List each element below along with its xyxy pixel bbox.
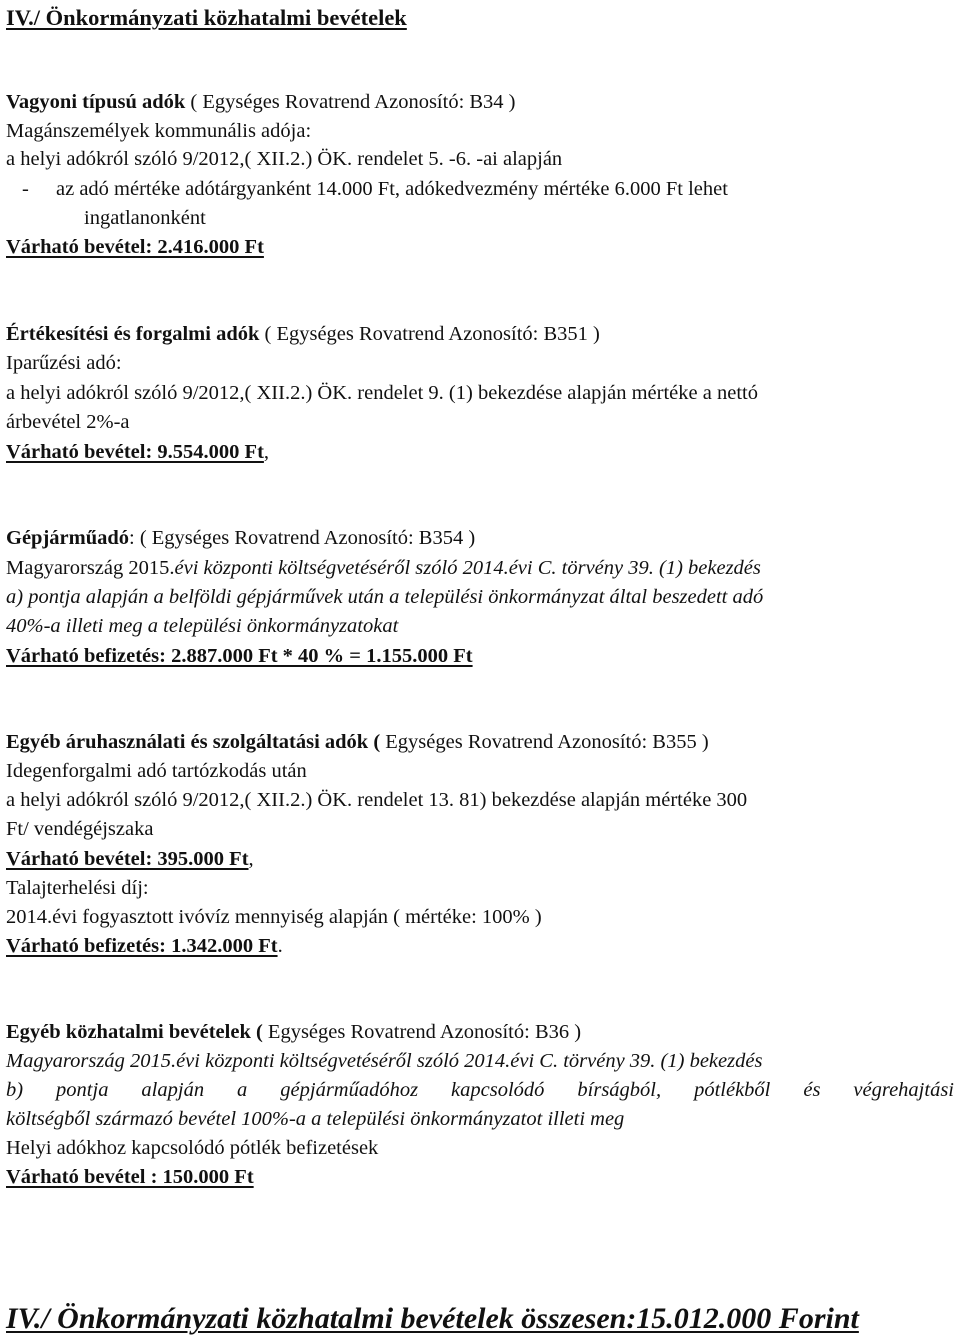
- heading-rest: : ( Egységes Rovatrend Azonosító: B354 ): [129, 527, 476, 549]
- section-heading-egyeb-kozhatalmi: [6, 1018, 954, 1046]
- heading-bold: Vagyoni típusú adók: [6, 91, 186, 113]
- egyeb-aru-expected2: [6, 932, 954, 960]
- gepjarmu-line3: 40%-a illeti meg a települési önkormányzatokat: [6, 615, 399, 637]
- vagyoni-line2: a helyi adókról szóló 9/2012,( XII.2.) ÖK. rendelet 5. -6. -ai alapján: [6, 148, 563, 170]
- expected-bold: Várható bevétel: 395.000 Ft: [6, 848, 249, 870]
- expected-bold: Várható bevétel: 9.554.000 Ft: [6, 441, 264, 463]
- section-heading-egyeb-aru: [6, 728, 954, 756]
- gepjarmu-expected: Várható befizetés: 2.887.000 Ft * 40 % = 1.155.000 Ft: [6, 645, 473, 667]
- egyeb-aru-line1: Idegenforgalmi adó tartózkodás után: [6, 760, 307, 782]
- section-heading-vagyoni: [6, 88, 954, 116]
- section-heading-gepjarmu: [6, 524, 954, 552]
- heading-bold: Egyéb áruhasználati és szolgáltatási adók (: [6, 731, 381, 753]
- heading-rest: ( Egységes Rovatrend Azonosító: B34 ): [185, 91, 516, 113]
- expected-tail: .: [277, 935, 283, 957]
- egyeb-kozhatalmi-line4: Helyi adókhoz kapcsolódó pótlék befizetések: [6, 1137, 379, 1159]
- total-summary: IV./ Önkormányzati közhatalmi bevételek összesen:15.012.000 Forint: [6, 1302, 859, 1335]
- egyeb-aru-expected1: [6, 845, 954, 873]
- heading-rest: Egységes Rovatrend Azonosító: B355 ): [380, 731, 709, 753]
- heading-rest: ( Egységes Rovatrend Azonosító: B351 ): [259, 323, 600, 345]
- gepjarmu-line1: [6, 554, 954, 582]
- egyeb-kozhatalmi-line2: b) pontja alapján a gépjárműadóhoz kapcsolódó bírságból, pótlékből és végrehajtási: [6, 1079, 954, 1101]
- ertekesitesi-line2: a helyi adókról szóló 9/2012,( XII.2.) ÖK. rendelet 9. (1) bekezdése alapján mértéke a nettó: [6, 382, 758, 404]
- egyeb-aru-line4: Talajterhelési díj:: [6, 877, 149, 899]
- line1-part-b: évi központi költségvetéséről szóló 2014.évi C. törvény 39. (1) bekezdés: [174, 557, 761, 579]
- line1-part-a: Magyarország 2015.: [6, 557, 175, 579]
- vagyoni-bullet-dash: -: [22, 178, 29, 200]
- heading-bold: Értékesítési és forgalmi adók: [6, 323, 260, 345]
- expected-tail: ,: [248, 848, 254, 870]
- gepjarmu-line2: a) pontja alapján a belföldi gépjárművek után a települési önkormányzat által beszedett adó: [6, 586, 764, 608]
- egyeb-aru-line3: Ft/ vendégéjszaka: [6, 818, 154, 840]
- heading-bold: Egyéb közhatalmi bevételek (: [6, 1021, 263, 1043]
- ertekesitesi-expected: [6, 438, 954, 466]
- egyeb-kozhatalmi-line1: Magyarország 2015.évi központi költségvetéséről szóló 2014.évi C. törvény 39. (1) bekezdés: [6, 1050, 763, 1072]
- ertekesitesi-line3: árbevétel 2%-a: [6, 411, 130, 433]
- vagyoni-line1: Magánszemélyek kommunális adója:: [6, 120, 312, 142]
- egyeb-kozhatalmi-line3: költségből származó bevétel 100%-a a települési önkormányzatot illeti meg: [6, 1108, 625, 1130]
- heading-rest: Egységes Rovatrend Azonosító: B36 ): [262, 1021, 582, 1043]
- egyeb-aru-line5: 2014.évi fogyasztott ivóvíz mennyiség alapján ( mértéke: 100% ): [6, 906, 542, 928]
- expected-bold: Várható befizetés: 1.342.000 Ft: [6, 935, 278, 957]
- vagyoni-expected: Várható bevétel: 2.416.000 Ft: [6, 236, 264, 258]
- egyeb-kozhatalmi-expected: Várható bevétel : 150.000 Ft: [6, 1166, 254, 1188]
- egyeb-aru-line2: a helyi adókról szóló 9/2012,( XII.2.) ÖK. rendelet 13. 81) bekezdése alapján mértéke 300: [6, 789, 748, 811]
- vagyoni-bullet-text: az adó mértéke adótárgyanként 14.000 Ft, adókedvezmény mértéke 6.000 Ft lehet: [56, 178, 728, 200]
- expected-tail: ,: [263, 441, 270, 463]
- page-title: IV./ Önkormányzati közhatalmi bevételek: [6, 5, 407, 30]
- ertekesitesi-line1: Iparűzési adó:: [6, 352, 122, 374]
- vagyoni-bullet-cont: ingatlanonként: [84, 207, 206, 229]
- section-heading-ertekesitesi: [6, 320, 954, 348]
- heading-bold: Gépjárműadó: [6, 527, 129, 549]
